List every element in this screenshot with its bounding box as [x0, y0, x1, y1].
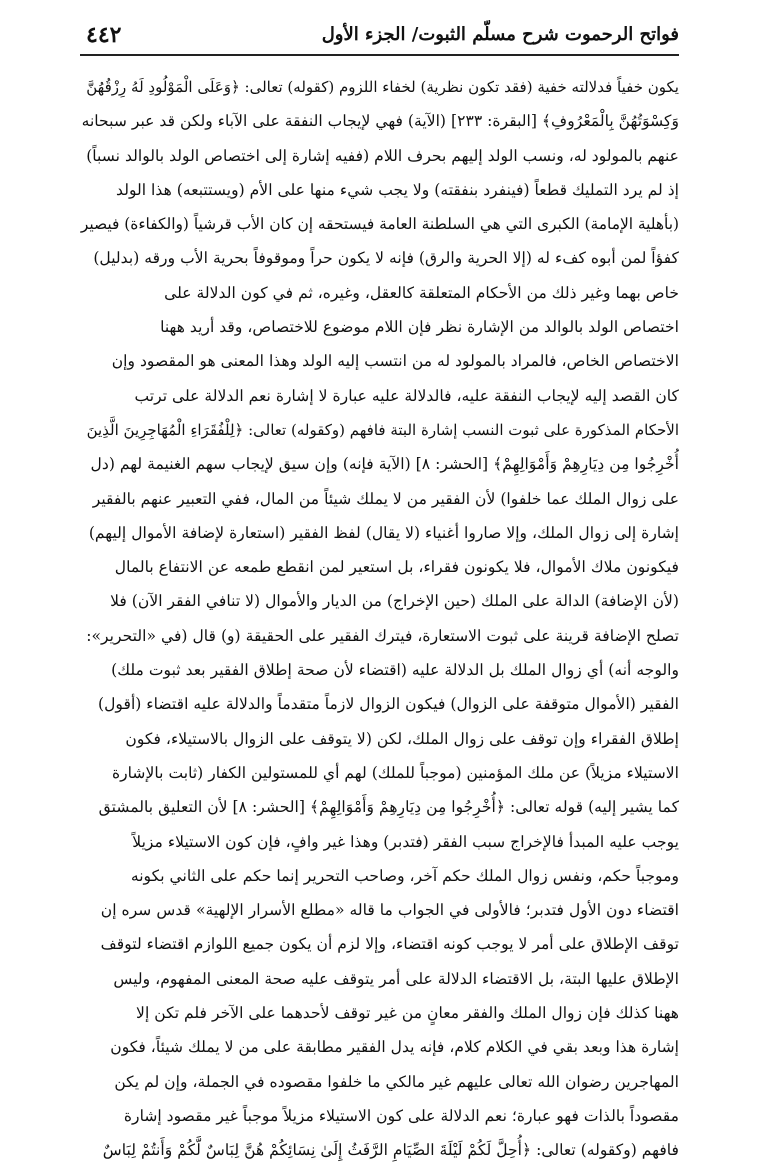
text-line: خاص بهما وغير ذلك من الأحكام المتعلقة كالعقل، وغيره، ثم في كون الدلالة على	[164, 283, 679, 302]
text-line: الأحكام المذكورة على ثبوت النسب إشارة البتة فافهم (وكقوله) تعالى: ﴿لِلْفُقَرَاءِ الْمُهَاجِرِينَ الَّذِينَ	[86, 420, 679, 439]
text-line: اقتضاء دون الأول فتدبر؛ فالأولى في الجواب ما قاله «مطلع الأسرار الإلهية» قدس سره إن	[100, 901, 679, 920]
text-line: الإطلاق عليها البتة، بل الاقتضاء الدلالة على أمر يتوقف عليه صحة المعنى المفهوم، وليس	[113, 969, 679, 988]
text-line: يوجب عليه المبدأ فالإخراج سبب الفقر (فتدبر) وهذا غير وافٍ، فإن كون الاستيلاء مزيلاً	[132, 832, 679, 851]
text-line: عنهم بالمولود له، ونسب الولد إليهم بحرف اللام (ففيه إشارة إلى اختصاص الولد بالوالد نسباً)	[86, 146, 679, 165]
text-line: إطلاق الفقراء وإن توقف على زوال الملك، لكن (لا يتوقف على الزوال بالاستيلاء، فكون	[125, 729, 679, 748]
text-line: اختصاص الولد بالوالد من الإشارة نظر فإن اللام موضوع للاختصاص، وقد أريد ههنا	[160, 318, 679, 337]
page-number: ٤٤٢	[86, 22, 122, 48]
text-line: إشارة إلى زوال الملك، وإلا صاروا أغنياء (لا يقال) لفظ الفقير (استعارة لإضافة الأموال إليهم)	[88, 523, 679, 542]
text-line: تصلح الإضافة قرينة على ثبوت الاستعارة، فيترك الفقير على الحقيقة (و) قال (في «التحرير»:	[86, 626, 679, 645]
text-line: كفؤاً لمن أبوه كفء له (إلا الحرية والرق) فإنه لا يكون حراً وموقوفاً بحرية الأب ورقه (بدليل)	[93, 249, 679, 268]
text-line: المهاجرين رضوان الله تعالى عليهم غير مالكي ما خلفوا مقصوده في الجملة، وإن لم يكن	[114, 1072, 679, 1091]
page-header	[80, 20, 679, 56]
text-line: (لأن الإضافة) الدالة على الملك (حين الإخراج) من الديار والأموال (لا تنافي الفقر الآن) فلا	[110, 592, 679, 611]
text-line: وَكِسْوَتُهُنَّ بِالْمَعْرُوفِ﴾ [البقرة: ٢٣٣] (الآية) فهي لإيجاب النفقة على الآباء ولكن قد عبر سبحانه	[81, 112, 679, 131]
text-line: أُخْرِجُوا مِن دِيَارِهِمْ وَأَمْوَالِهِمْ﴾ [الحشر: ٨] (الآية فإنه) وإن سيق لإيجاب سهم الغنيمة لهم (دل	[90, 455, 679, 474]
running-title: فواتح الرحموت شرح مسلّم الثبوت/ الجزء الأول	[321, 24, 679, 45]
text-line: والوجه أنه) أي زوال الملك بل الدلالة عليه (اقتضاء لأن صحة إطلاق الفقير بعد ثبوت ملك)	[111, 661, 679, 680]
text-line: مقصوداً بالذات فهو عبارة؛ نعم الدلالة على كون الاستيلاء مزيلاً موجباً غير مقصود إشارة	[123, 1106, 679, 1125]
text-line: الاستيلاء مزيلاً) عن ملك المؤمنين (موجباً للملك) لهم أي للمستولين الكفار (ثابت بالإشارة	[111, 763, 679, 782]
text-line: فيكونون ملاك الأموال، فلا يكونون فقراء، بل استعير لمن انقطع طمعه عن الانتفاع بالمال	[114, 558, 679, 577]
text-line: ههنا كذلك فإن زوال الملك والفقر معانٍ من غير توقف لأحدهما على الآخر فلم تكن إلا	[136, 1004, 679, 1023]
text-line: كما يشير إليه) قوله تعالى: ﴿أُخْرِجُوا مِن دِيَارِهِمْ وَأَمْوَالِهِمْ﴾ [الحشر: ٨] لأن التعليق بالمشتق	[98, 798, 679, 817]
text-line: الفقير (الأموال متوقفة على الزوال) فيكون الزوال لازماً متقدماً والدلالة عليه اقتضاء (أقول)	[98, 695, 679, 714]
text-line: كان القصد إليه لإيجاب النفقة عليه، فالدلالة عليه عبارة لا إشارة نعم الدلالة على ترتب	[134, 386, 679, 405]
text-line: على زوال الملك عما خلفوا) لأن الفقير من لا يملك شيئاً من المال، ففي التعبير عنهم بالفقير	[92, 489, 679, 508]
text-line: الاختصاص الخاص، فالمراد بالمولود له من انتسب إليه الولد وهذا المعنى هو المقصود وإن	[111, 352, 679, 371]
text-line: إذ لم يرد التمليك قطعاً (فينفرد بنفقته) ولا يجب شيء منها على الأم (ويستتبعه) هذا الولد	[116, 180, 679, 199]
body-text	[80, 70, 679, 1160]
text-line: فافهم (وكقوله) تعالى: ﴿أُحِلَّ لَكُمْ لَيْلَةَ الصِّيَامِ الرَّفَثُ إِلَىٰ نِسَائِكُمْ هُنَّ لِبَاسٌ لَّكُمْ وَأَنتُمْ لِبَاسٌ	[102, 1141, 679, 1160]
text-line: (بأهلية الإمامة) الكبرى التي هي السلطنة العامة فيستحقه إن كان الأب قرشياً (والكفاءة) فيصير	[80, 215, 679, 234]
text-line: إشارة هذا وبعد بقي في الكلام كلام، فإنه يدل الفقير مطابقة على من لا يملك شيئاً، فكون	[110, 1038, 679, 1057]
text-line: يكون خفياً فدلالته خفية (فقد تكون نظرية) لخفاء اللزوم (كقوله) تعالى: ﴿وَعَلَى الْمَوْلُودِ لَهُ رِزْقُهُنَّ	[86, 78, 679, 96]
text-line: وموجباً حكم، ونفس زوال الملك حكم آخر، وصاحب التحرير إنما حكم على الثاني بكونه	[130, 866, 679, 885]
text-line: توقف الإطلاق على أمر لا يوجب كونه اقتضاء، وإلا لزم أن يكون جميع اللوازم اقتضاء لتوقف	[100, 935, 679, 954]
